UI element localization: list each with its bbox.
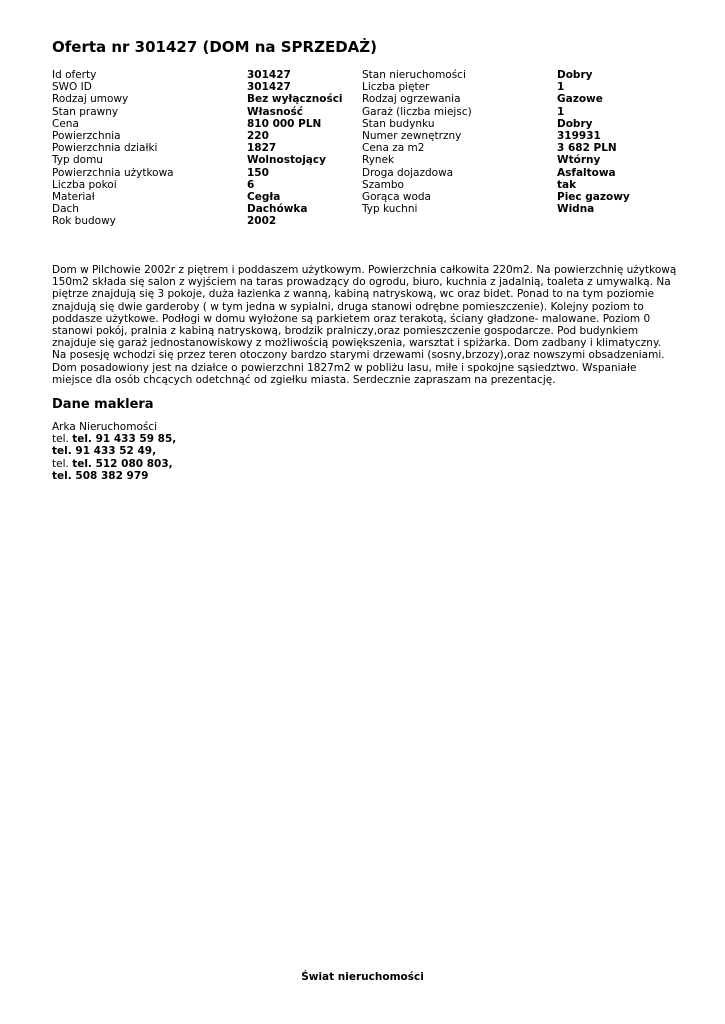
detail-row: [362, 142, 682, 154]
detail-value: Dobry: [557, 69, 593, 81]
detail-value: 2002: [247, 215, 277, 228]
detail-value: Dachówka: [247, 203, 308, 216]
agent-phone-line: [52, 470, 176, 482]
detail-label: SWO ID: [52, 81, 92, 94]
detail-row: [52, 69, 362, 81]
detail-value: 1827: [247, 142, 277, 155]
detail-row: [52, 93, 362, 105]
detail-value: Cegła: [247, 190, 281, 203]
detail-row: [362, 154, 682, 166]
detail-row: [362, 130, 682, 142]
detail-value: 1: [557, 81, 565, 94]
agent-contact: [52, 421, 176, 482]
detail-label: Gorąca woda: [362, 190, 431, 203]
agent-phone-line: [52, 433, 176, 445]
detail-label: Szambo: [362, 178, 404, 191]
detail-row: [52, 130, 362, 142]
detail-label: Garaż (liczba miejsc): [362, 105, 472, 118]
detail-value: 810 000 PLN: [247, 117, 322, 130]
detail-label: Typ kuchni: [362, 203, 418, 216]
detail-label: Dach: [52, 203, 79, 216]
detail-label: Rynek: [362, 154, 395, 167]
detail-label: Powierzchnia użytkowa: [52, 166, 174, 179]
detail-row: [362, 167, 682, 179]
detail-row: [362, 191, 682, 203]
detail-value: Wtórny: [557, 154, 601, 167]
details-right-column: [362, 69, 682, 227]
detail-label: Powierzchnia działki: [52, 142, 158, 155]
detail-value: Gazowe: [557, 93, 603, 106]
detail-row: [52, 81, 362, 93]
agent-phone-line: [52, 445, 176, 457]
detail-value: Własność: [247, 105, 303, 118]
detail-label: Rodzaj umowy: [52, 93, 129, 106]
phone-number: tel. 91 433 59 85,: [72, 433, 177, 446]
detail-label: Rodzaj ogrzewania: [362, 93, 461, 106]
detail-row: [362, 179, 682, 191]
detail-row: [52, 179, 362, 191]
detail-label: Liczba pięter: [362, 81, 430, 94]
detail-row: [362, 203, 682, 215]
agent-phone-line: [52, 458, 176, 470]
detail-row: [52, 167, 362, 179]
detail-label: Stan prawny: [52, 105, 119, 118]
detail-row: [52, 106, 362, 118]
detail-value: Widna: [557, 203, 595, 216]
detail-value: 150: [247, 166, 269, 179]
detail-label: Id oferty: [52, 69, 97, 81]
offer-details: [52, 69, 682, 227]
detail-label: Stan budynku: [362, 117, 435, 130]
phone-number: tel. 512 080 803,: [72, 457, 173, 470]
detail-label: Liczba pokoi: [52, 178, 117, 191]
detail-row: [52, 191, 362, 203]
phone-prefix: tel.: [52, 433, 69, 446]
detail-label: Typ domu: [52, 154, 103, 167]
detail-row: [52, 203, 362, 215]
detail-row: [362, 93, 682, 105]
detail-value: 1: [557, 105, 565, 118]
detail-value: 301427: [247, 69, 291, 81]
detail-value: 301427: [247, 81, 291, 94]
detail-label: Stan nieruchomości: [362, 69, 466, 81]
phone-number: tel. 508 382 979: [52, 469, 149, 482]
agent-company: Arka Nieruchomości: [52, 421, 158, 433]
detail-value: 6: [247, 178, 255, 191]
detail-row: [52, 118, 362, 130]
agent-heading: Dane maklera: [52, 397, 154, 412]
detail-value: Bez wyłączności: [247, 93, 343, 106]
detail-label: Droga dojazdowa: [362, 166, 454, 179]
detail-row: [362, 81, 682, 93]
detail-value: Dobry: [557, 117, 593, 130]
detail-row: [362, 69, 682, 81]
detail-row: [52, 215, 362, 227]
detail-label: Materiał: [52, 190, 95, 203]
detail-row: [52, 154, 362, 166]
detail-label: Rok budowy: [52, 215, 116, 228]
detail-value: Piec gazowy: [557, 190, 630, 203]
phone-number: tel. 91 433 52 49,: [52, 445, 157, 458]
detail-label: Numer zewnętrzny: [362, 129, 462, 142]
page-footer: Świat nieruchomości: [301, 971, 424, 983]
page-title: Oferta nr 301427 (DOM na SPRZEDAŻ): [52, 38, 377, 56]
phone-prefix: tel.: [52, 457, 69, 470]
detail-value: 319931: [557, 129, 601, 142]
detail-label: Cena za m2: [362, 142, 425, 155]
detail-value: Wolnostojący: [247, 154, 326, 167]
detail-value: 220: [247, 129, 269, 142]
detail-value: 3 682 PLN: [557, 142, 617, 155]
detail-row: [362, 118, 682, 130]
detail-label: Powierzchnia: [52, 129, 121, 142]
details-left-column: [52, 69, 362, 227]
detail-value: tak: [557, 178, 577, 191]
property-description: Dom w Pilchowie 2002r z piętrem i poddaszem użytkowym. Powierzchnia całkowita 220m2. Na powierzchnię użytkową 150m2 składa się salon z wyjściem na taras prowadzący do ogrodu, biuro, kuchnia z jadalnią, toaleta z umywalką. Na piętrze znajdują się 3 pokoje, duża łazienka z wanną, kabiną natryskową, wc oraz bidet. Ponad to na tym poziomie znajdują się dwie garderoby ( w tym jedna w sypialni, druga stanowi odrębne pomieszczenie). Kolejny poziom to poddasze użytkowe. Podłogi w domu wyłożone są parkietem oraz terakotą, ściany gładzone- malowane. Poziom 0 stanowi pokój, pralnia z kabiną natryskową, brodzik pralniczy,oraz pomieszczenie gospodarcze. Pod budynkiem znajduje się garaż jednostanowiskowy z możliwością powiększenia, warsztat i spiżarka. Dom zadbany i klimatyczny. Na posesję wchodzi się przez teren otoczony bardzo starymi drzewami (sosny,brzozy),oraz nowszymi obsadzeniami. Dom posadowiony jest na działce o powierzchni 1827m2 w pobliżu lasu, miłe i spokojne sąsiedztwo. Wspaniałe miejsce dla osób chcących odetchnąć od zgiełku miasta. Serdecznie zapraszam na prezentację.: [52, 264, 677, 386]
detail-row: [362, 106, 682, 118]
detail-label: Cena: [52, 117, 79, 130]
detail-row: [52, 142, 362, 154]
detail-value: Asfaltowa: [557, 166, 616, 179]
